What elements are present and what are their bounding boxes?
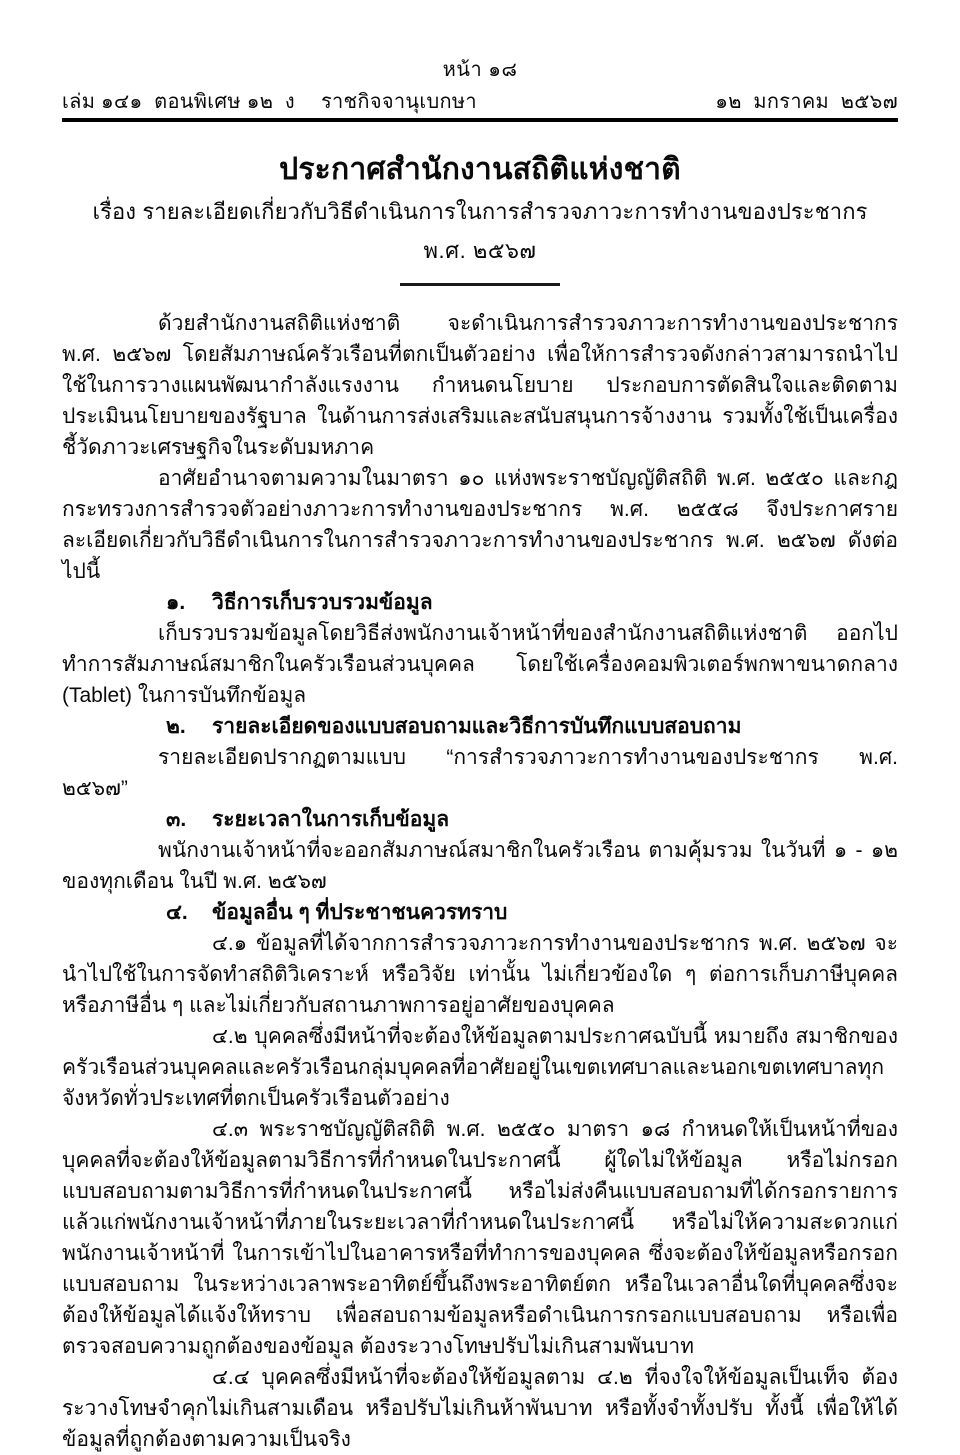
gazette-name-label: ราชกิจจานุเบกษา: [320, 91, 477, 113]
section-title-4: ข้อมูลอื่น ๆ ที่ประชาชนควรทราบ: [212, 900, 508, 924]
section-title-2: รายละเอียดของแบบสอบถามและวิธีการบันทึกแบบสอบถาม: [212, 714, 742, 738]
masthead: [62, 0, 898, 122]
section-number-4: ๔.: [166, 900, 188, 924]
section-body-1: เก็บรวบรวมข้อมูลโดยวิธีส่งพนักงานเจ้าหน้าที่ของสำนักงานสถิติแห่งชาติ ออกไปทำการสัมภาษณ์สมาชิกในครัวเรือนส่วนบุคคล โดยใช้เครื่องคอมพิวเตอร์พกพาขนาดกลาง (Tablet) ในการบันทึกข้อมูล: [62, 621, 898, 707]
section-heading-3: [62, 804, 898, 835]
masthead-divider: [62, 118, 898, 122]
section-title-1: วิธีการเก็บรวบรวมข้อมูล: [212, 590, 433, 614]
subsection-4-1: ๔.๑ ข้อมูลที่ได้จากการสำรวจภาวะการทำงานของประชากร พ.ศ. ๒๕๖๗ จะนำไปใช้ในการจัดทำสถิติวิเคราะห์ หรือวิจัย เท่านั้น ไม่เกี่ยวข้องใด ๆ ต่อการเก็บภาษีบุคคล หรือภาษีอื่น ๆ และไม่เกี่ยวกับสถานภาพการอยู่อาศัยของบุคคล: [62, 931, 898, 1017]
section-number-1: ๑.: [166, 590, 186, 614]
title-divider: [400, 283, 560, 286]
masthead-row: [62, 90, 898, 114]
document-subject: เรื่อง รายละเอียดเกี่ยวกับวิธีดำเนินการในการสำรวจภาวะการทำงานของประชากร: [92, 198, 868, 224]
title-block: [62, 150, 898, 286]
document-year: พ.ศ. ๒๕๖๗: [423, 237, 537, 263]
subsection-4-3: ๔.๓ พระราชบัญญัติสถิติ พ.ศ. ๒๕๕๐ มาตรา ๑๘ กำหนดให้เป็นหน้าที่ของบุคคลที่จะต้องให้ข้อมูลตามวิธีการที่กำหนดในประกาศนี้ ผู้ใดไม่ให้ข้อมูล หรือไม่กรอกแบบสอบถามตามวิธีการที่กำหนดในประกาศนี้ หรือไม่ส่งคืนแบบสอบถามที่ได้กรอกรายการแล้วแก่พนักงานเจ้าหน้าที่ภายในระยะเวลาที่กำหนดในประกาศนี้ หรือไม่ให้ความสะดวกแก่พนักงานเจ้าหน้าที่ ในการเข้าไปในอาคารหรือที่ทำการของบุคคล ซึ่งจะต้องให้ข้อมูลหรือกรอกแบบสอบถาม ในระหว่างเวลาพระอาทิตย์ขึ้นถึงพระอาทิตย์ตก หรือในเวลาอื่นใดที่บุคคลซึ่งจะต้องให้ข้อมูลได้แจ้งให้ทราบ เพื่อสอบถามข้อมูลหรือดำเนินการกรอกแบบสอบถาม หรือเพื่อตรวจสอบความถูกต้องของข้อมูล ต้องระวางโทษปรับไม่เกินสามพันบาท: [62, 1117, 898, 1358]
section-title-3: ระยะเวลาในการเก็บข้อมูล: [212, 807, 450, 831]
section-number-2: ๒.: [166, 714, 186, 738]
section-heading-2: [62, 711, 898, 742]
subsection-4-4: ๔.๔ บุคคลซึ่งมีหน้าที่จะต้องให้ข้อมูลตาม ๔.๒ ที่จงใจให้ข้อมูลเป็นเท็จ ต้องระวางโทษจำคุกไม่เกินสามเดือน หรือปรับไม่เกินห้าพันบาท หรือทั้งจำทั้งปรับ ทั้งนี้ เพื่อให้ได้ข้อมูลที่ถูกต้องตามความเป็นจริง: [62, 1365, 898, 1451]
section-heading-1: [62, 587, 898, 618]
section-heading-4: [62, 897, 898, 928]
section-body-3: พนักงานเจ้าหน้าที่จะออกสัมภาษณ์สมาชิกในครัวเรือน ตามคุ้มรวม ในวันที่ ๑ - ๑๒ ของทุกเดือน ในปี พ.ศ. ๒๕๖๗: [62, 838, 898, 893]
section-body-2: รายละเอียดปรากฏตามแบบ “การสำรวจภาวะการทำงานของประชากร พ.ศ. ๒๕๖๗”: [62, 745, 898, 800]
document-title: ประกาศสำนักงานสถิติแห่งชาติ: [279, 153, 681, 186]
preamble-paragraph-1: ด้วยสำนักงานสถิติแห่งชาติ จะดำเนินการสำรวจภาวะการทำงานของประชากร พ.ศ. ๒๕๖๗ โดยสัมภาษณ์ครัวเรือนที่ตกเป็นตัวอย่าง เพื่อให้การสำรวจดังกล่าวสามารถนำไปใช้ในการวางแผนพัฒนากำลังแรงงาน กำหนดนโยบาย ประกอบการตัดสินใจและติดตามประเมินนโยบายของรัฐบาล ในด้านการส่งเสริมและสนับสนุนการจ้างงาน รวมทั้งใช้เป็นเครื่องชี้วัดภาวะเศรษฐกิจในระดับมหภาค: [62, 311, 898, 459]
document-body: [62, 308, 898, 1455]
preamble-paragraph-2: อาศัยอำนาจตามความในมาตรา ๑๐ แห่งพระราชบัญญัติสถิติ พ.ศ. ๒๕๕๐ และกฎกระทรวงการสำรวจตัวอย่างภาวะการทำงานของประชากร พ.ศ. ๒๕๕๘ จึงประกาศรายละเอียดเกี่ยวกับวิธีดำเนินการในการสำรวจภาวะการทำงานของประชากร พ.ศ. ๒๕๖๗ ดังต่อไปนี้: [62, 466, 898, 583]
volume-issue-label: เล่ม ๑๔๑ ตอนพิเศษ ๑๒ ง: [62, 91, 295, 113]
subsection-4-2: ๔.๒ บุคคลซึ่งมีหน้าที่จะต้องให้ข้อมูลตามประกาศฉบับนี้ หมายถึง สมาชิกของครัวเรือนส่วนบุคคลและครัวเรือนกลุ่มบุคคลที่อาศัยอยู่ในเขตเทศบาลและนอกเขตเทศบาลทุกจังหวัดทั่วประเทศที่ตกเป็นครัวเรือนตัวอย่าง: [62, 1024, 898, 1110]
section-number-3: ๓.: [166, 807, 187, 831]
page-number-label: หน้า ๑๘: [442, 59, 518, 81]
publication-date-label: ๑๒ มกราคม ๒๕๖๗: [715, 91, 898, 113]
